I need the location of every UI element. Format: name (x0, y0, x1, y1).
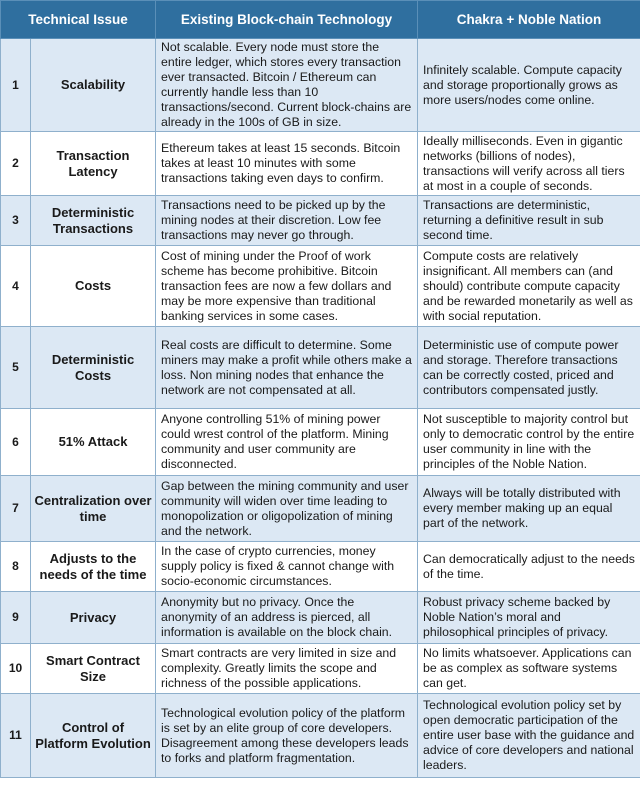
row-number: 3 (1, 196, 31, 246)
row-number: 10 (1, 644, 31, 694)
row-chakra: Deterministic use of compute power and storage. Therefore transactions can be correctly costed, priced and contributors compensated justly. (418, 327, 640, 409)
row-existing: Anonymity but no privacy. Once the anonymity of an address is pierced, all information is available on the block chain. (156, 592, 418, 644)
table-row (1, 409, 640, 476)
row-existing: Ethereum takes at least 15 seconds. Bitcoin takes at least 10 minutes with some transactions taking even days to confirm. (156, 132, 418, 196)
row-existing: Real costs are difficult to determine. Some miners may make a profit while others make a loss. Non mining nodes that enhance the network are not compensated at all. (156, 327, 418, 409)
table-row (1, 132, 640, 196)
header-technical-issue: Technical Issue (1, 1, 156, 39)
row-issue: Centralization over time (31, 476, 156, 542)
row-chakra: Robust privacy scheme backed by Noble Nation’s moral and philosophical principles of privacy. (418, 592, 640, 644)
row-existing: Transactions need to be picked up by the mining nodes at their discretion. Low fee transactions may never go through. (156, 196, 418, 246)
row-existing: Technological evolution policy of the platform is set by an elite group of core developers. Disagreement among these developers leads to forks and platform fragmentation. (156, 694, 418, 778)
table-row (1, 644, 640, 694)
row-issue: Costs (31, 246, 156, 327)
row-chakra: Not susceptible to majority control but only to democratic control by the entire user community in line with the principles of the Noble Nation. (418, 409, 640, 476)
row-number: 1 (1, 39, 31, 132)
row-chakra: Always will be totally distributed with every member making up an equal part of the network. (418, 476, 640, 542)
row-chakra: Infinitely scalable. Compute capacity and storage proportionally grows as more users/nodes come online. (418, 39, 640, 132)
row-issue: 51% Attack (31, 409, 156, 476)
row-issue: Transaction Latency (31, 132, 156, 196)
row-issue: Privacy (31, 592, 156, 644)
table-row (1, 327, 640, 409)
row-number: 7 (1, 476, 31, 542)
row-issue: Deterministic Transactions (31, 196, 156, 246)
row-existing: Not scalable. Every node must store the entire ledger, which stores every transaction ever transacted. Bitcoin / Ethereum can currently handle less than 10 transactions/second. Current block-chains are already in the 100s of GB in size. (156, 39, 418, 132)
row-issue: Adjusts to the needs of the time (31, 542, 156, 592)
table-row (1, 542, 640, 592)
row-number: 6 (1, 409, 31, 476)
row-chakra: Transactions are deterministic, returning a definitive result in sub second time. (418, 196, 640, 246)
row-chakra: Ideally milliseconds. Even in gigantic networks (billions of nodes), transactions will verify across all tiers at most in a couple of seconds. (418, 132, 640, 196)
row-number: 8 (1, 542, 31, 592)
row-issue: Scalability (31, 39, 156, 132)
row-existing: Anyone controlling 51% of mining power could wrest control of the platform. Mining community and user community are disconnected. (156, 409, 418, 476)
header-chakra-noble-nation: Chakra + Noble Nation (418, 1, 640, 39)
row-chakra: Compute costs are relatively insignificant. All members can (and should) contribute compute capacity and be rewarded monetarily as well as with social reputation. (418, 246, 640, 327)
row-number: 11 (1, 694, 31, 778)
row-existing: In the case of crypto currencies, money supply policy is fixed & cannot change with socio-economic circumstances. (156, 542, 418, 592)
row-chakra: Technological evolution policy set by open democratic participation of the entire user base with the guidance and advice of core developers and national leaders. (418, 694, 640, 778)
row-existing: Cost of mining under the Proof of work scheme has become prohibitive. Bitcoin transaction fees are now a few dollars and may be more expensive than traditional banking services in some cases. (156, 246, 418, 327)
table-row (1, 476, 640, 542)
header-row (1, 1, 640, 39)
table-row (1, 694, 640, 778)
row-issue: Deterministic Costs (31, 327, 156, 409)
table-row (1, 39, 640, 132)
row-chakra: No limits whatsoever. Applications can be as complex as software systems can get. (418, 644, 640, 694)
row-number: 5 (1, 327, 31, 409)
row-issue: Control of Platform Evolution (31, 694, 156, 778)
table-row (1, 246, 640, 327)
header-existing-technology: Existing Block-chain Technology (156, 1, 418, 39)
row-chakra: Can democratically adjust to the needs of the time. (418, 542, 640, 592)
table-row (1, 196, 640, 246)
row-existing: Gap between the mining community and user community will widen over time leading to monopolization or oligopolization of mining and the network. (156, 476, 418, 542)
row-number: 2 (1, 132, 31, 196)
table-row (1, 592, 640, 644)
row-existing: Smart contracts are very limited in size and complexity. Greatly limits the scope and richness of the possible applications. (156, 644, 418, 694)
row-number: 9 (1, 592, 31, 644)
row-issue: Smart Contract Size (31, 644, 156, 694)
row-number: 4 (1, 246, 31, 327)
